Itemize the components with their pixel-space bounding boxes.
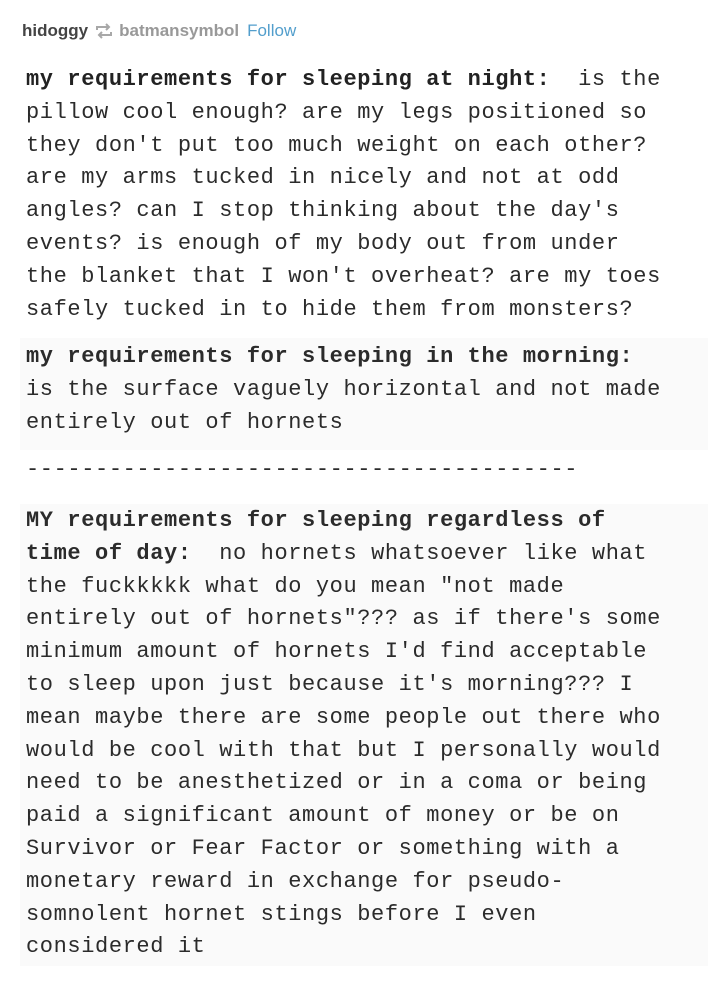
reblog-icon — [93, 22, 115, 40]
reblog-quote-2-body: no hornets whatsoever like what the fuckkkkk what do you mean "not made entirely out of hornets"??? as if there's some minimum amount of hornets I'd find acceptable to sleep upon just because it's morning??? I mean maybe there are some people out there who would be cool with that but I personally would need to be anesthetized or in a coma or being paid a significant amount of money or be on Survivor or Fear Factor or something with a monetary reward in exchange for pseudo- somnolent hornet stings before I even considered it — [26, 540, 661, 960]
reblog-quote-1-body: is the surface vaguely horizontal and not made entirely out of hornets — [26, 376, 661, 435]
original-post-heading: my requirements for sleeping at night: — [26, 67, 551, 92]
reblogger-username[interactable]: hidoggy — [22, 21, 89, 40]
follow-button[interactable]: Follow — [247, 21, 297, 40]
dashed-divider: ---------------------------------------- — [26, 457, 579, 482]
reblog-quote-1-heading: my requirements for sleeping in the morning: — [26, 344, 634, 369]
source-username[interactable]: batmansymbol — [119, 21, 240, 40]
reblog-quote-2 — [26, 505, 716, 964]
reblog-quote-2-heading: MY requirements for sleeping regardless of time of day: — [26, 508, 606, 566]
post-header — [22, 19, 296, 43]
original-post-body: is the pillow cool enough? are my legs positioned so they don't put too much weight on each other? are my arms tucked in nicely and not at odd angles? can I stop thinking about the day's events? is enough of my body out from under the blanket that I won't overheat? are my toes safely tucked in to hide them from monsters? — [26, 67, 661, 322]
reblog-quote-1 — [26, 341, 716, 439]
original-post-text — [26, 64, 716, 326]
post-body — [26, 64, 716, 326]
